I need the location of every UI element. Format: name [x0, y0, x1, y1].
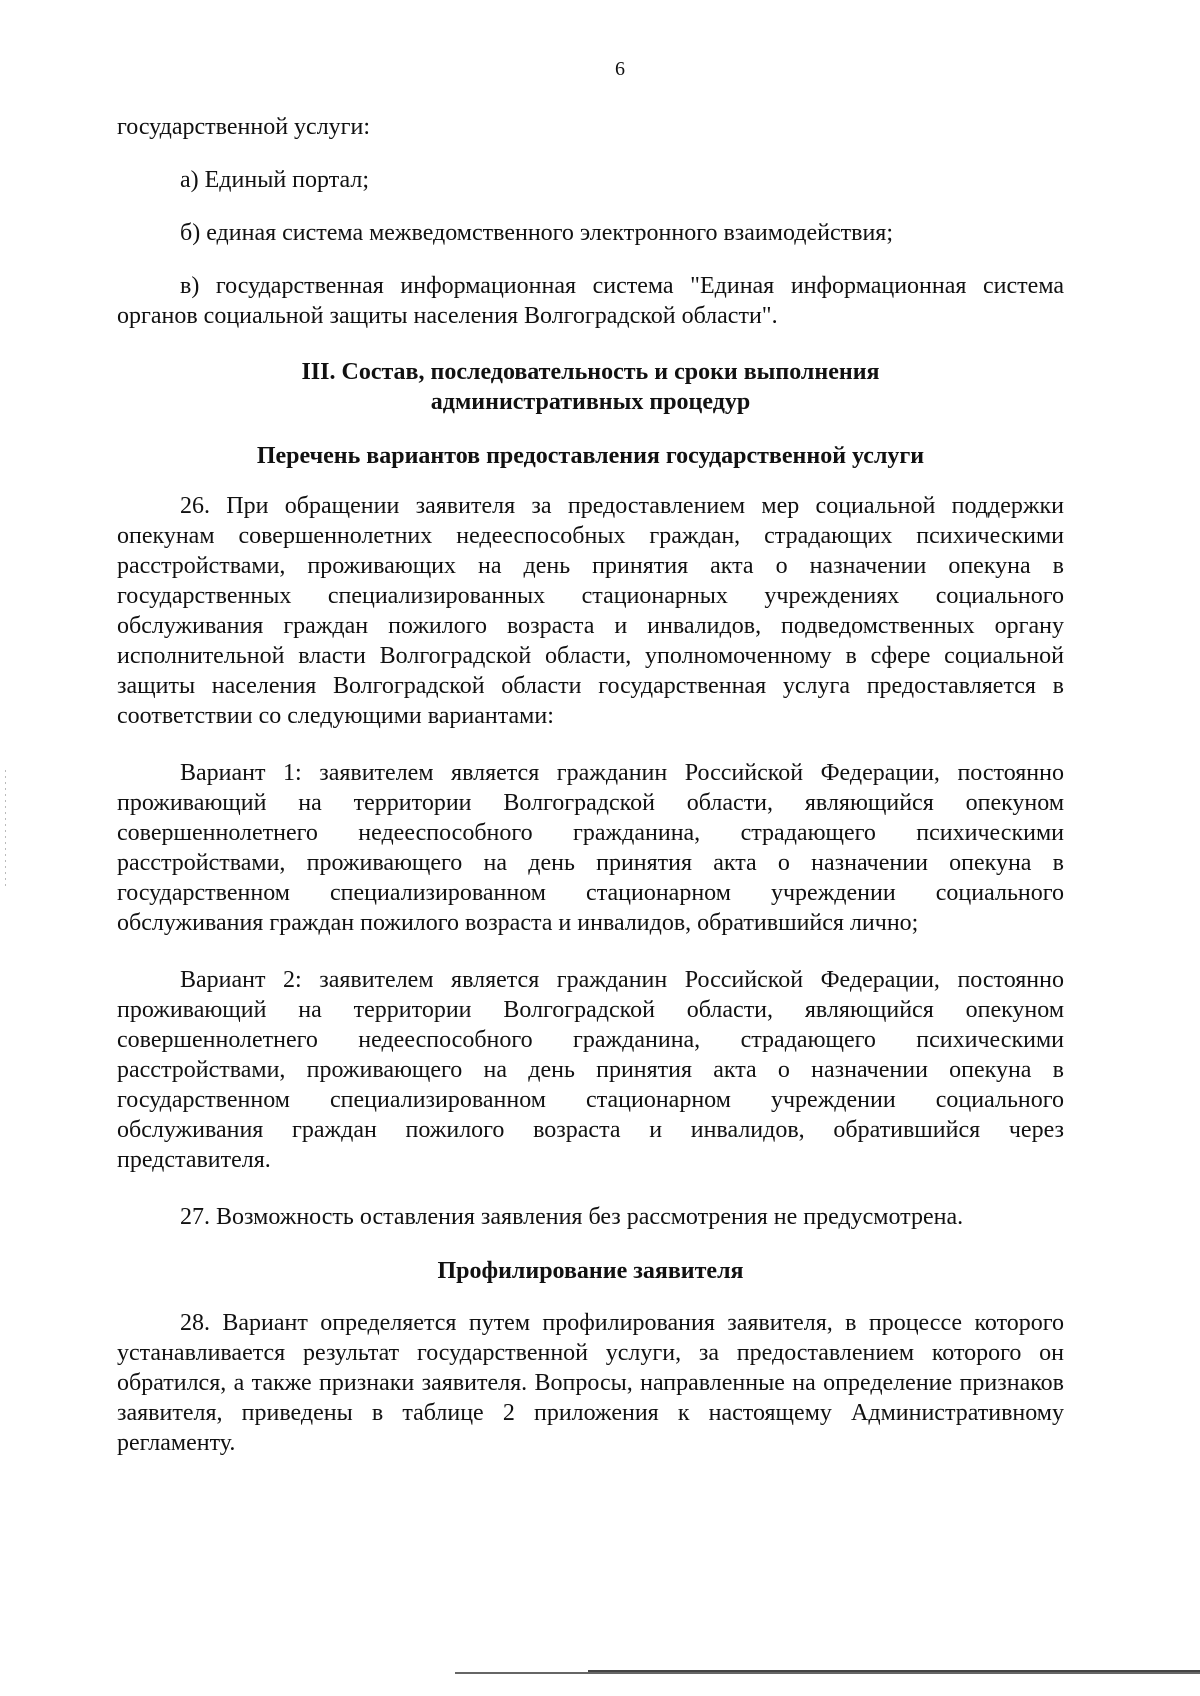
section-heading-line1: III. Состав, последовательность и сроки выполнения	[301, 359, 880, 385]
subsection-heading-profiling: Профилирование заявителя	[437, 1258, 744, 1284]
list-item-a: а) Единый портал;	[180, 167, 369, 193]
list-item-b: б) единая система межведомственного электронного взаимодействия;	[180, 220, 893, 246]
document-body	[117, 112, 1064, 1458]
paragraph-variant-1: Вариант 1: заявителем является гражданин Российской Федерации, постоянно проживающий на территории Волгоградской области, являющийся опекуном совершеннолетнего недееспособного гражданина, страдающего психическими расстройствами, проживающего на день принятия акта о назначении опекуна в государственном специализированном стационарном учреждении социального обслуживания граждан пожилого возраста и инвалидов, обратившийся лично;	[117, 760, 1064, 936]
paragraph-continuation: государственной услуги:	[117, 114, 371, 140]
list-item-c: в) государственная информационная система "Единая информационная система органов социальной защиты населения Волгоградской области".	[117, 273, 1064, 329]
paragraph-26: 26. При обращении заявителя за предоставлением мер социальной поддержки опекунам совершеннолетних недееспособных граждан, страдающих психическими расстройствами, проживающих на день принятия акта о назначении опекуна в государственных специализированных стационарных учреждениях социального обслуживания граждан пожилого возраста и инвалидов, подведомственных органу исполнительной власти Волгоградской области, уполномоченному в сфере социальной защиты населения Волгоградской области государственная услуга предоставляется в соответствии со следующими вариантами:	[117, 493, 1064, 729]
paragraph-28: 28. Вариант определяется путем профилирования заявителя, в процессе которого устанавливается результат государственной услуги, за предоставлением которого он обратился, а также признаки заявителя. Вопросы, направленные на определение признаков заявителя, приведены в таблице 2 приложения к настоящему Административному регламенту.	[117, 1310, 1064, 1456]
paragraph-variant-2: Вариант 2: заявителем является гражданин Российской Федерации, постоянно проживающий на территории Волгоградской области, являющийся опекуном совершеннолетнего недееспособного гражданина, страдающего психическими расстройствами, проживающего на день принятия акта о назначении опекуна в государственном специализированном стационарном учреждении социального обслуживания граждан пожилого возраста и инвалидов, обратившийся через представителя.	[117, 967, 1064, 1173]
section-heading-line2: административных процедур	[430, 389, 751, 415]
scan-artifact-line	[455, 1672, 1200, 1674]
scan-artifact-dots	[5, 770, 6, 890]
section-heading	[117, 357, 1064, 417]
page-number: 6	[615, 58, 625, 80]
paragraph-27: 27. Возможность оставления заявления без рассмотрения не предусмотрена.	[180, 1204, 964, 1230]
subsection-heading-variants: Перечень вариантов предоставления государственной услуги	[256, 443, 925, 469]
scan-artifact-line-dark	[588, 1670, 1200, 1672]
